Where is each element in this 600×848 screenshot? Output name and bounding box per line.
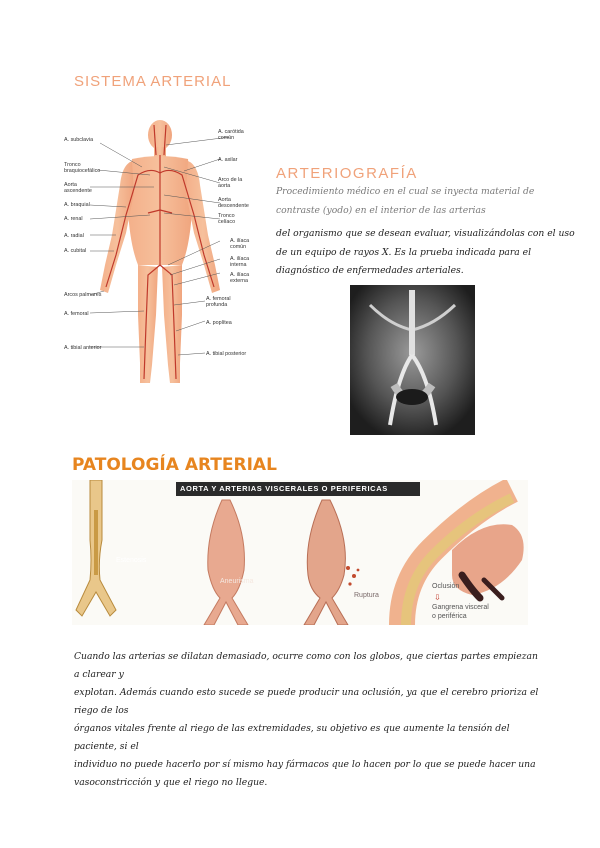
- anatomy-label-right-2: Arco de la aorta: [218, 177, 243, 189]
- arteriografia-line-4: de un equipo de rayos X. Es la prueba indicada para el: [276, 247, 532, 258]
- anatomy-label-left-7: Arcos palmares: [64, 292, 102, 298]
- pathology-line-5: vasoconstricción y que el riego no llegue.: [74, 777, 268, 788]
- anatomy-label-right-6: A. ilíaca interna: [230, 256, 250, 268]
- pathology-banner-header: AORTA Y ARTERIAS VISCERALES O PERIFERICAS: [180, 484, 388, 493]
- anatomy-label-right-1: A. axilar: [218, 157, 238, 163]
- anatomy-label-right-9: A. poplítea: [206, 320, 232, 326]
- label-gangrena-line1: Gangrena visceral: [432, 604, 489, 611]
- pathology-line-4: individuo no puede hacerlo por sí mismo hay fármacos que lo hacen por lo que se puede hacer una: [74, 759, 536, 770]
- arteriografia-line-1: Procedimiento médico en el cual se inyecta material de: [276, 186, 535, 197]
- arteriografia-line-3: del organismo que se desean evaluar, visualizándolas con el uso: [276, 228, 575, 239]
- anatomy-label-left-6: A. cubital: [64, 248, 87, 254]
- label-aneurisma: Aneurisma: [220, 578, 254, 585]
- arteriografia-line-5: diagnóstico de enfermedades arteriales.: [276, 265, 464, 276]
- anatomy-label-right-10: A. tibial posterior: [206, 351, 247, 357]
- label-gangrena-line2: o periférica: [432, 613, 467, 620]
- pathology-line-3: órganos vitales frente al riego de las extremidades, su objetivo es que aumente la tensión del paciente, si el: [74, 723, 510, 752]
- anatomy-label-right-0: A. carótida común: [218, 129, 244, 141]
- pathology-line-2: explotan. Además cuando esto sucede se puede producir una oclusión, ya que el cerebro prioriza el riego de los: [74, 687, 539, 716]
- label-oclusion: Oclusión: [432, 583, 460, 590]
- anatomy-label-right-4: Tronco celíaco: [218, 213, 236, 225]
- pathology-line-1: Cuando las arterias se dilatan demasiado, ocurre como con los globos, que ciertas partes empiezan a clarear y: [74, 651, 538, 680]
- pathology-paragraph: [74, 648, 544, 792]
- anatomy-label-left-3: A. braquial: [64, 202, 90, 208]
- pathology-banner: [72, 480, 528, 625]
- arteriografia-line-2: contraste (yodo) en el interior de las arterias: [276, 205, 486, 216]
- anatomy-label-right-8: A. femoral profunda: [206, 296, 231, 308]
- anatomy-label-right-7: A. ilíaca externa: [230, 272, 250, 284]
- xray-image: [350, 285, 475, 435]
- anatomy-label-left-8: A. femoral: [64, 311, 89, 317]
- label-estenosis: Estenosis: [116, 557, 147, 564]
- anatomy-label-right-3: Aorta descendente: [218, 197, 249, 209]
- anatomy-label-left-5: A. radial: [64, 233, 84, 239]
- section-title-arteriografia: ARTERIOGRAFÍA: [276, 165, 418, 182]
- section-title-patologia-arterial: PATOLOGÍA ARTERIAL: [72, 455, 277, 475]
- label-ruptura: Ruptura: [354, 592, 379, 599]
- anatomy-label-right-5: A. ilíaca común: [230, 238, 250, 250]
- anatomy-label-left-1: Tronco braquiocefálico: [64, 162, 101, 174]
- anatomy-label-left-9: A. tibial anterior: [64, 345, 102, 351]
- anatomy-label-left-2: Aorta ascendente: [64, 182, 92, 194]
- section-title-sistema-arterial: SISTEMA ARTERIAL: [74, 73, 232, 90]
- anatomy-label-left-0: A. subclavia: [64, 137, 94, 143]
- arrow-down-icon: ⇩: [434, 593, 441, 602]
- anatomy-label-left-4: A. renal: [64, 216, 83, 222]
